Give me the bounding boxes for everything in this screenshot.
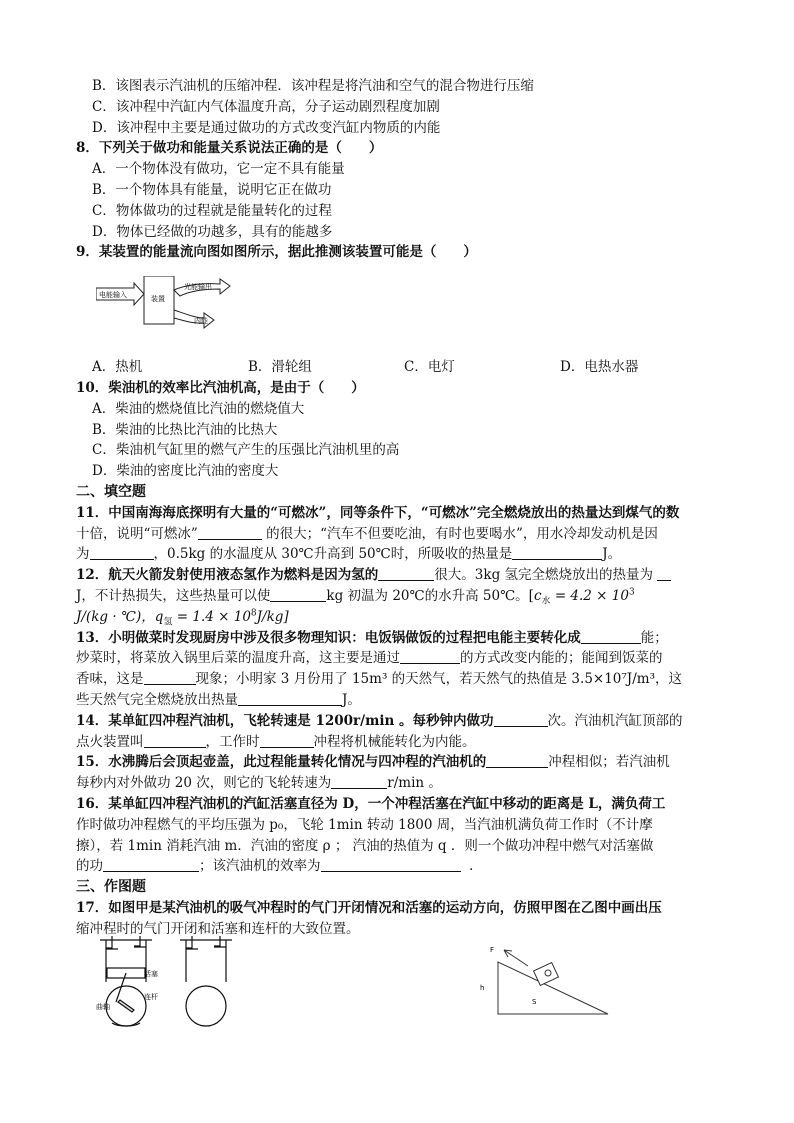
q12-q-exp: 8 (250, 608, 257, 619)
block (534, 963, 559, 986)
q9-option-a: A．热机 (92, 359, 143, 376)
q10-option-c: C．柴油机气缸里的燃气产生的压强比汽油机里的高 (92, 442, 400, 459)
exam-page (76, 76, 721, 939)
q13-text2a: 炒菜时，将菜放入锅里后菜的温度升高，这主要是通过 (76, 650, 400, 667)
q14-text2c: 冲程将机械能转化为内能。 (313, 733, 476, 750)
q8-option-d: D．物体已经做的功越多，具有的能越多 (92, 223, 333, 240)
rod-label: 连杆 (144, 993, 158, 1001)
q15-line1 (76, 752, 721, 773)
q11-blank-3[interactable] (512, 545, 602, 560)
q13-text4a: 些天然气完全燃烧放出热量 (76, 691, 238, 708)
section-fill-in-title: 二、填空题 (76, 483, 146, 500)
q11-text2a: 十倍，说明“可燃冰” (76, 525, 198, 542)
q7-option-b: B．该图表示汽油机的压缩冲程．该冲程是将汽油和空气的混合物进行压缩 (92, 78, 534, 94)
q14-line2 (76, 732, 721, 753)
q11-line2 (76, 524, 721, 545)
incline-diagram (468, 940, 618, 1020)
crank-arm-a (118, 1000, 134, 1012)
q9-option-d: D．电热水器 (560, 359, 639, 376)
q9-option-c: C．电灯 (404, 359, 455, 376)
q14-blank-2[interactable] (144, 733, 206, 748)
q14-line1 (76, 711, 721, 732)
q12-c-unit: J/(kg · ℃)， (76, 608, 155, 625)
fig-input-label: 电能输入 (99, 291, 127, 299)
q17-line1: 17．如图甲是某汽油机的吸气冲程时的气门开闭情况和活塞的运动方向，仿照甲图在乙图中画出压 (76, 899, 662, 916)
crank-label: 曲轴 (96, 1003, 110, 1011)
q11-text3b: ，0.5kg 的水温度从 30℃升高到 50℃时，所吸收的热量是 (153, 546, 513, 563)
q16-text4b: ；该汽油机的效率为 (199, 858, 321, 875)
q14-text2b: ，工作时 (205, 733, 260, 750)
q12-c-symbol: c (533, 587, 542, 604)
q8-option-a: A．一个物体没有做功，它一定不具有能量 (92, 161, 345, 178)
q12-blank-2[interactable] (657, 566, 671, 581)
q8-option-c: C．物体做功的过程就是能量转化的过程 (92, 202, 332, 219)
q12-line3 (76, 607, 721, 628)
q12-text1b: 很大。3kg 氢完全燃烧放出的热量为 (434, 567, 653, 584)
q7-option-c: C．该冲程中汽缸内气体温度升高，分子运动剧烈程度加剧 (92, 98, 440, 115)
q12-blank-1[interactable] (378, 566, 434, 581)
valve-left-b (186, 936, 198, 949)
q12-q-unit: J/kg] (256, 608, 289, 625)
q9-option-b: B．滑轮组 (248, 359, 312, 376)
q15-text2a: 每秒内对外做功 20 次，则它的飞轮转速为 (76, 775, 332, 792)
q12-q-symbol: q (154, 608, 164, 625)
q8-option-b: B．一个物体具有能量，说明它正在做功 (92, 181, 332, 198)
q7-option-d: D．该冲程中主要是通过做功的方式改变汽缸内物质的内能 (92, 119, 441, 136)
section-drawing-title: 三、作图题 (76, 879, 146, 896)
q12-blank-3[interactable] (270, 587, 326, 602)
force-arrow (504, 950, 528, 966)
q17-line2: 缩冲程时的气门开闭和活塞和连杆的大致位置。 (76, 920, 360, 937)
q11-text3c: J。 (602, 546, 622, 563)
valve-left-a (106, 936, 118, 949)
height-label: h (480, 984, 485, 992)
fig-light-label: 光能输出 (184, 283, 212, 291)
q13-line4 (76, 690, 721, 711)
q12-c-sub: 水 (541, 596, 551, 607)
distance-label: S (532, 998, 537, 1006)
q15-text1a: 15．水沸腾后会顶起壶盖，此过程能量转化情况与四冲程的汽油机的 (76, 754, 487, 771)
fig-heat-label: 内能 (194, 317, 208, 325)
q12-line1 (76, 565, 721, 586)
engine-b (180, 936, 232, 1026)
q13-line2 (76, 648, 721, 669)
q11-text1: 11．中国南海海底探明有大量的“可燃冰”，同等条件下，“可燃冰”完全燃烧放出的热量达到煤气的数 (76, 504, 680, 521)
q13-blank-1[interactable] (581, 629, 641, 644)
q14-text1b: 次。汽油机汽缸顶部的 (547, 712, 683, 729)
q14-text2a: 点火装置叫 (76, 733, 144, 750)
q13-blank-3[interactable] (144, 670, 196, 685)
piston-label: 活塞 (144, 970, 158, 978)
energy-flow-diagram (96, 276, 256, 336)
q12-text2a: J，不计热损失，这些热量可以使 (76, 587, 271, 604)
q16-text4c: ． (469, 858, 483, 875)
q13-text4b: J。 (342, 691, 361, 708)
q15-text2b: r/min 。 (387, 775, 442, 792)
q10-option-a: A．柴油的燃烧值比汽油的燃烧值大 (92, 400, 305, 417)
q12-q-sub: 氢 (163, 617, 173, 628)
q16-blank-2[interactable] (321, 857, 461, 872)
q16-text4a: 的功 (76, 858, 103, 875)
q16-line4 (76, 856, 721, 877)
q13-text1a: 13．小明做菜时发现厨房中涉及很多物理知识：电饭锅做饭的过程把电能主要转化成 (76, 629, 581, 646)
crankshaft-b (186, 986, 226, 1026)
q9-stem: 9．某装置的能量流向图如图所示，据此推测该装置可能是（ ） (76, 244, 477, 261)
q13-text3a: 香味，这是 (76, 671, 144, 688)
q16-line3: 擦），若 1min 消耗汽油 m．汽油的密度 ρ ； 汽油的热值为 q ．则一个做功冲程中燃气对活塞做 (76, 837, 654, 854)
q11-blank-1[interactable] (198, 525, 262, 540)
q11-line3 (76, 544, 721, 565)
q11-text2b: 的很大；“汽车不但要吃油，有时也要喝水”，用水冷却发动机是因 (266, 525, 658, 542)
q16-line1: 16．某单缸四冲程汽油机的汽缸活塞直径为 D，一个冲程活塞在汽缸中移动的距离是 L，满负荷工 (76, 795, 666, 812)
engine-diagram (96, 936, 246, 1028)
q12-q-value: = 1.4 × 10 (172, 608, 251, 625)
fig-device-label: 装置 (151, 295, 165, 303)
q13-blank-2[interactable] (400, 649, 460, 664)
q11-blank-2[interactable] (90, 545, 154, 560)
q15-blank-2[interactable] (331, 774, 387, 789)
q10-stem: 10．柴油机的效率比汽油机高，是由于（ ） (76, 379, 365, 396)
q13-text3b: 现象；小明家 3 月份用了 15m³ 的天然气，若天然气的热值是 3.5×10⁷J/m³，这 (195, 671, 682, 688)
q9-options (76, 357, 721, 378)
q14-blank-3[interactable] (260, 733, 314, 748)
q12-line2 (76, 586, 721, 607)
q12-text2b: kg 初温为 20℃的水升高 50℃。[ (326, 587, 534, 604)
q14-text1a: 14．某单缸四冲程汽油机，飞轮转速是 1200r/min 。每秒钟内做功 (76, 712, 494, 729)
q10-option-d: D．柴油的密度比汽油的密度大 (92, 463, 279, 480)
q11-line1 (76, 503, 721, 524)
q13-blank-4[interactable] (238, 691, 342, 706)
q14-blank-1[interactable] (494, 712, 548, 727)
q16-blank-1[interactable] (103, 857, 199, 872)
q11-text3a: 为 (76, 546, 90, 563)
q15-text1b: 冲程相似；若汽油机 (548, 754, 670, 771)
engine-a (100, 936, 152, 1026)
valve-right-a (134, 936, 146, 947)
q8-stem: 8．下列关于做功和能量关系说法正确的是（ ） (76, 140, 383, 157)
q12-c-exp: 3 (628, 587, 635, 598)
q15-line2 (76, 773, 721, 794)
q10-option-b: B．柴油的比热比汽油的比热大 (92, 421, 278, 438)
force-label: F (490, 946, 495, 954)
valve-right-b (214, 936, 226, 947)
q13-line3 (76, 669, 721, 690)
q12-c-value: = 4.2 × 10 (550, 587, 629, 604)
q12-text1a: 12．航天火箭发射使用液态氢作为燃料是因为氢的 (76, 567, 379, 584)
q13-text2b: 的方式改变内能的；能闻到饭菜的 (460, 650, 663, 667)
q13-line1 (76, 628, 721, 649)
q13-text1b: 能； (640, 629, 668, 646)
q16-line2: 作时做功冲程燃气的平均压强为 p₀，飞轮 1min 转动 1800 周，当汽油机满负荷工作时（不计摩 (76, 816, 653, 833)
q15-blank-1[interactable] (486, 753, 548, 768)
